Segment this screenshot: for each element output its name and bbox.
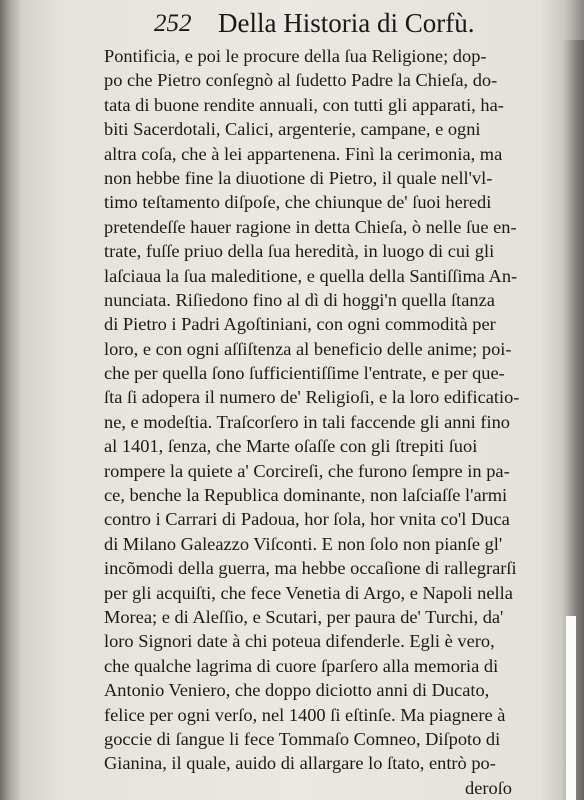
- text-line: non hebbe fine la diuotione di Pietro, il quale nell'vl-: [104, 167, 493, 188]
- text-line: altra coſa, che à lei appartenena. Finì la cerimonia, ma: [104, 143, 503, 164]
- text-line: di Pietro i Padri Agoſtiniani, con ogni commodità per: [104, 314, 496, 335]
- text-line: nunciata. Riſiedono fino al dì di hoggi'n quella ſtanza: [104, 289, 495, 310]
- text-line: trate, fuſſe priuo della ſua heredità, in luogo di cui gli: [104, 241, 495, 262]
- text-line: che per quella ſono ſufficientiſſime l'entrate, e per que-: [104, 363, 505, 384]
- text-line: felice per ogni verſo, nel 1400 ſi eſtinſe. Ma piagnere à: [104, 704, 506, 725]
- text-line: ce, benche la Republica dominante, non laſciaſſe l'armi: [104, 485, 508, 506]
- page-header: [0, 8, 584, 38]
- text-line: Morea; e di Aleſſio, e Scutari, per paura de' Turchi, da': [104, 606, 504, 627]
- text-line: laſciaua la ſua maleditione, e quella della Santiſſima An-: [104, 265, 518, 286]
- text-line: rompere la quiete a' Corcireſi, che furono ſempre in pa-: [104, 460, 510, 481]
- scan-edge-highlight: [566, 616, 576, 800]
- body-text: [104, 44, 560, 800]
- text-line: pretendeſſe hauer ragione in detta Chieſa, ò nelle ſue en-: [104, 216, 517, 237]
- text-line: po che Pietro conſegnò al ſudetto Padre la Chieſa, do-: [104, 70, 498, 91]
- text-line: incõmodi della guerra, ma hebbe occaſione di rallegrarſi: [104, 558, 517, 579]
- text-line: di Milano Galeazzo Viſconti. E non ſolo non pianſe gl': [104, 533, 503, 554]
- page-number: 252: [154, 10, 192, 37]
- text-line: contro i Carrari di Padoua, hor ſola, hor vnita co'l Duca: [104, 509, 510, 530]
- text-line: loro, e con ogni aſſiſtenza al beneficio delle anime; poi-: [104, 338, 512, 359]
- text-line: tata di buone rendite annuali, con tutti gli apparati, ha-: [104, 94, 504, 115]
- text-line: Gianina, il quale, auido di allargare lo ſtato, entrò po-: [104, 753, 496, 774]
- text-line: timo teſtamento diſpoſe, che chiunque de' ſuoi heredi: [104, 192, 492, 213]
- text-line: biti Sacerdotali, Calici, argenterie, campane, e ogni: [104, 119, 481, 140]
- text-line: al 1401, ſenza, che Marte oſaſſe con gli ſtrepiti ſuoi: [104, 436, 478, 457]
- text-line: che qualche lagrima di cuore ſparſero alla memoria di: [104, 655, 499, 676]
- text-line: goccie di ſangue li fece Tommaſo Comneo, Diſpoto di: [104, 728, 501, 749]
- text-line: loro Signori date à chi poteua difenderle. Egli è vero,: [104, 631, 495, 652]
- text-line: Antonio Veniero, che doppo diciotto anni di Ducato,: [104, 680, 490, 701]
- text-line: ſta ſi adopera il numero de' Religioſi, e la loro edificatio-: [104, 387, 520, 408]
- catchword: deroſo: [465, 777, 512, 798]
- running-title: Della Historia di Corfù.: [218, 8, 475, 38]
- text-line: per gli acquiſti, che fece Venetia di Argo, e Napoli nella: [104, 582, 513, 603]
- text-line: Pontificia, e poi le procure della ſua Religione; dop-: [104, 46, 487, 66]
- text-line: ne, e modeſtia. Traſcorſero in tali faccende gli anni fino: [104, 411, 510, 432]
